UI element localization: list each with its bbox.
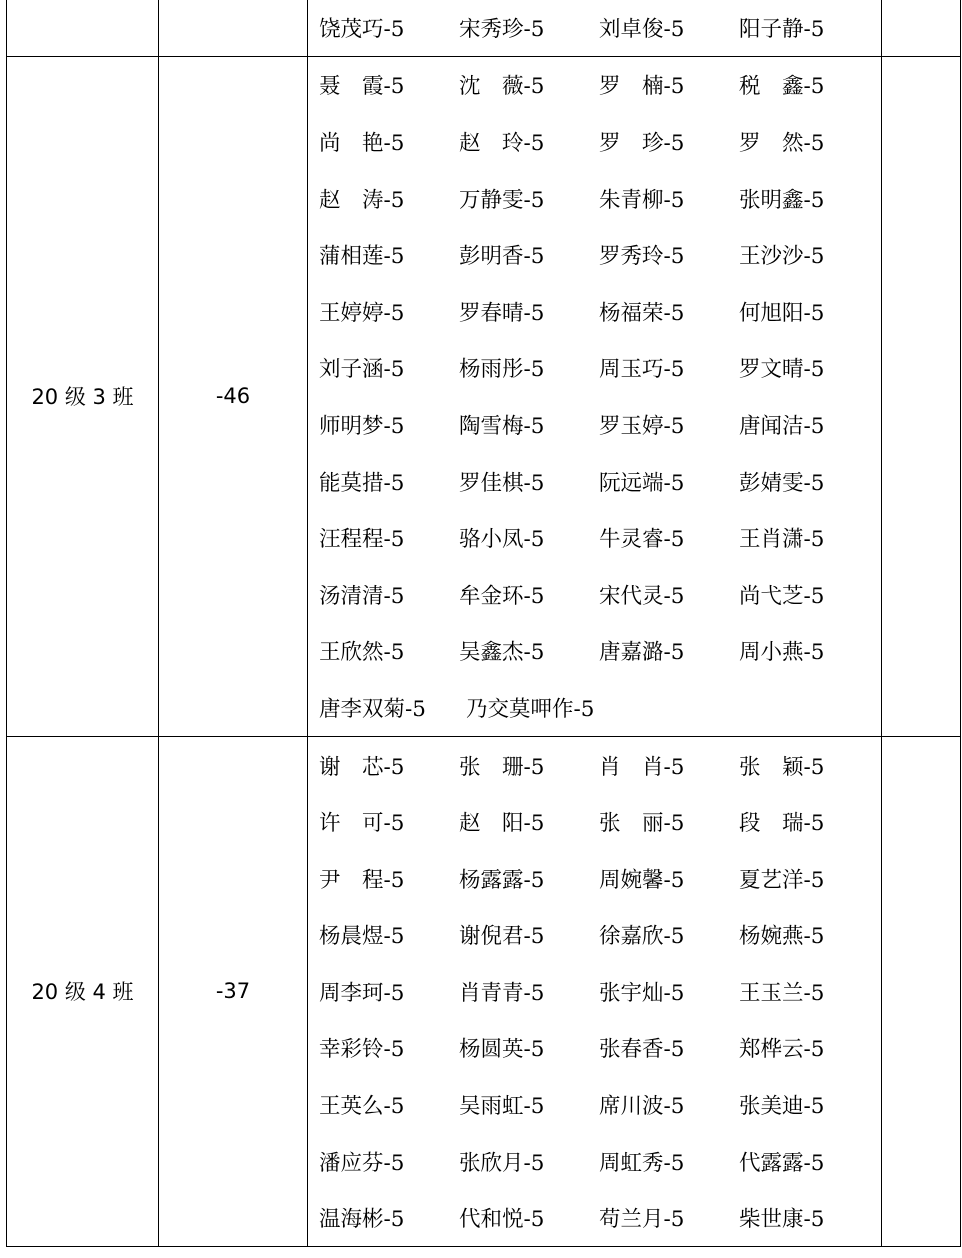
remark-cell	[882, 736, 961, 1246]
student-deduction: 代露露-5	[739, 1150, 825, 1176]
student-deduction: 代和悦-5	[459, 1207, 545, 1233]
table-row	[7, 0, 961, 56]
student-deduction: 张宇灿-5	[599, 980, 685, 1006]
names-line	[319, 0, 881, 56]
student-deduction: 饶茂巧-5	[319, 16, 405, 42]
student-deduction: 潘应芬-5	[319, 1150, 405, 1176]
student-deduction: 张美迪-5	[739, 1094, 825, 1120]
student-deduction: 汤清清-5	[319, 583, 405, 609]
student-deduction: 能莫措-5	[319, 470, 405, 496]
class-name-cell: 20 级 4 班	[7, 736, 159, 1246]
student-deduction: 朱青柳-5	[599, 187, 685, 213]
student-deduction: 罗玉婷-5	[599, 413, 685, 439]
student-deduction: 罗 然-5	[739, 130, 825, 156]
student-deduction: 何旭阳-5	[739, 300, 825, 326]
student-deduction: 苟兰月-5	[599, 1207, 685, 1233]
student-deduction: 汪程程-5	[319, 527, 405, 553]
student-deduction: 幸彩铃-5	[319, 1037, 405, 1063]
student-deduction: 彭婧雯-5	[739, 470, 825, 496]
student-deduction: 沈 薇-5	[459, 74, 545, 100]
names-line	[319, 793, 881, 850]
student-deduction: 席川波-5	[599, 1094, 685, 1120]
student-deduction: 罗 楠-5	[599, 74, 685, 100]
student-deduction: 张欣月-5	[459, 1150, 545, 1176]
student-deduction: 唐嘉潞-5	[599, 640, 685, 666]
student-deduction: 周玉巧-5	[599, 357, 685, 383]
student-deduction: 周虹秀-5	[599, 1150, 685, 1176]
student-deduction: 罗春晴-5	[459, 300, 545, 326]
names-line	[319, 1020, 881, 1077]
student-deduction: 聂 霞-5	[319, 74, 405, 100]
student-deduction: 张明鑫-5	[739, 187, 825, 213]
student-deduction: 周小燕-5	[739, 640, 825, 666]
names-line	[319, 963, 881, 1020]
student-deduction: 杨婉燕-5	[739, 924, 825, 950]
student-deduction: 柴世康-5	[739, 1207, 825, 1233]
names-line	[319, 226, 881, 283]
student-deduction: 王英么-5	[319, 1094, 405, 1120]
student-deduction: 杨圆英-5	[459, 1037, 545, 1063]
student-deduction: 罗 珍-5	[599, 130, 685, 156]
student-deduction: 骆小凤-5	[459, 527, 545, 553]
names-cell	[308, 736, 882, 1246]
student-deduction: 刘卓俊-5	[599, 16, 685, 42]
deduction-table	[6, 0, 961, 1247]
student-deduction: 杨雨彤-5	[459, 357, 545, 383]
names-line	[319, 1076, 881, 1133]
student-deduction: 杨晨煜-5	[319, 924, 405, 950]
student-deduction: 王肖潇-5	[739, 527, 825, 553]
names-cell	[308, 0, 882, 56]
student-deduction: 陶雪梅-5	[459, 413, 545, 439]
student-deduction: 吴雨虹-5	[459, 1094, 545, 1120]
names-line	[319, 113, 881, 170]
student-deduction: 赵 阳-5	[459, 811, 545, 837]
student-deduction: 税 鑫-5	[739, 74, 825, 100]
names-line	[319, 283, 881, 340]
table-row	[7, 736, 961, 1246]
names-line	[319, 566, 881, 623]
names-line	[319, 679, 881, 736]
student-deduction: 段 瑞-5	[739, 811, 825, 837]
student-deduction: 赵 涛-5	[319, 187, 405, 213]
student-deduction: 王玉兰-5	[739, 980, 825, 1006]
student-deduction: 宋代灵-5	[599, 583, 685, 609]
table-body	[7, 0, 961, 1247]
names-line	[319, 509, 881, 566]
student-deduction: 罗文晴-5	[739, 357, 825, 383]
student-deduction: 肖 肖-5	[599, 754, 685, 780]
student-deduction: 罗秀玲-5	[599, 244, 685, 270]
student-deduction: 乃交莫呷作-5	[465, 696, 595, 722]
student-deduction: 尚 艳-5	[319, 130, 405, 156]
student-deduction: 王婷婷-5	[319, 300, 405, 326]
student-deduction: 周婉馨-5	[599, 867, 685, 893]
student-deduction: 牟金环-5	[459, 583, 545, 609]
student-deduction: 夏艺洋-5	[739, 867, 825, 893]
score-cell	[159, 0, 308, 56]
names-line	[319, 57, 881, 114]
names-line	[319, 737, 881, 794]
student-deduction: 宋秀珍-5	[459, 16, 545, 42]
student-deduction: 牛灵睿-5	[599, 527, 685, 553]
student-deduction: 罗佳棋-5	[459, 470, 545, 496]
student-deduction: 杨露露-5	[459, 867, 545, 893]
student-deduction: 尹 程-5	[319, 867, 405, 893]
names-cell	[308, 56, 882, 736]
student-deduction: 张 颖-5	[739, 754, 825, 780]
student-deduction: 郑桦云-5	[739, 1037, 825, 1063]
student-deduction: 蒲相莲-5	[319, 244, 405, 270]
names-line	[319, 1189, 881, 1246]
score-cell: -46	[159, 56, 308, 736]
student-deduction: 肖青青-5	[459, 980, 545, 1006]
class-name-cell: 20 级 3 班	[7, 56, 159, 736]
student-deduction: 刘子涵-5	[319, 357, 405, 383]
student-deduction: 张 珊-5	[459, 754, 545, 780]
student-deduction: 师明梦-5	[319, 413, 405, 439]
student-deduction: 谢倪君-5	[459, 924, 545, 950]
names-line	[319, 453, 881, 510]
remark-cell	[882, 0, 961, 56]
student-deduction: 唐李双菊-5	[319, 696, 426, 722]
student-deduction: 徐嘉欣-5	[599, 924, 685, 950]
student-deduction: 赵 玲-5	[459, 130, 545, 156]
student-deduction: 温海彬-5	[319, 1207, 405, 1233]
student-deduction: 张春香-5	[599, 1037, 685, 1063]
table-row	[7, 56, 961, 736]
names-line	[319, 907, 881, 964]
names-line	[319, 623, 881, 680]
class-name-cell	[7, 0, 159, 56]
names-line	[319, 340, 881, 397]
student-deduction: 张 丽-5	[599, 811, 685, 837]
student-deduction: 阮远端-5	[599, 470, 685, 496]
student-deduction: 唐闻洁-5	[739, 413, 825, 439]
remark-cell	[882, 56, 961, 736]
student-deduction: 万静雯-5	[459, 187, 545, 213]
student-deduction: 谢 芯-5	[319, 754, 405, 780]
student-deduction: 尚弋芝-5	[739, 583, 825, 609]
names-line	[319, 170, 881, 227]
names-line	[319, 850, 881, 907]
score-cell: -37	[159, 736, 308, 1246]
student-deduction: 王欣然-5	[319, 640, 405, 666]
student-deduction: 彭明香-5	[459, 244, 545, 270]
student-deduction: 杨福荣-5	[599, 300, 685, 326]
student-deduction: 吴鑫杰-5	[459, 640, 545, 666]
names-line	[319, 396, 881, 453]
student-deduction: 阳子静-5	[739, 16, 825, 42]
names-line	[319, 1133, 881, 1190]
student-deduction: 王沙沙-5	[739, 244, 825, 270]
student-deduction: 周李珂-5	[319, 980, 405, 1006]
student-deduction: 许 可-5	[319, 811, 405, 837]
